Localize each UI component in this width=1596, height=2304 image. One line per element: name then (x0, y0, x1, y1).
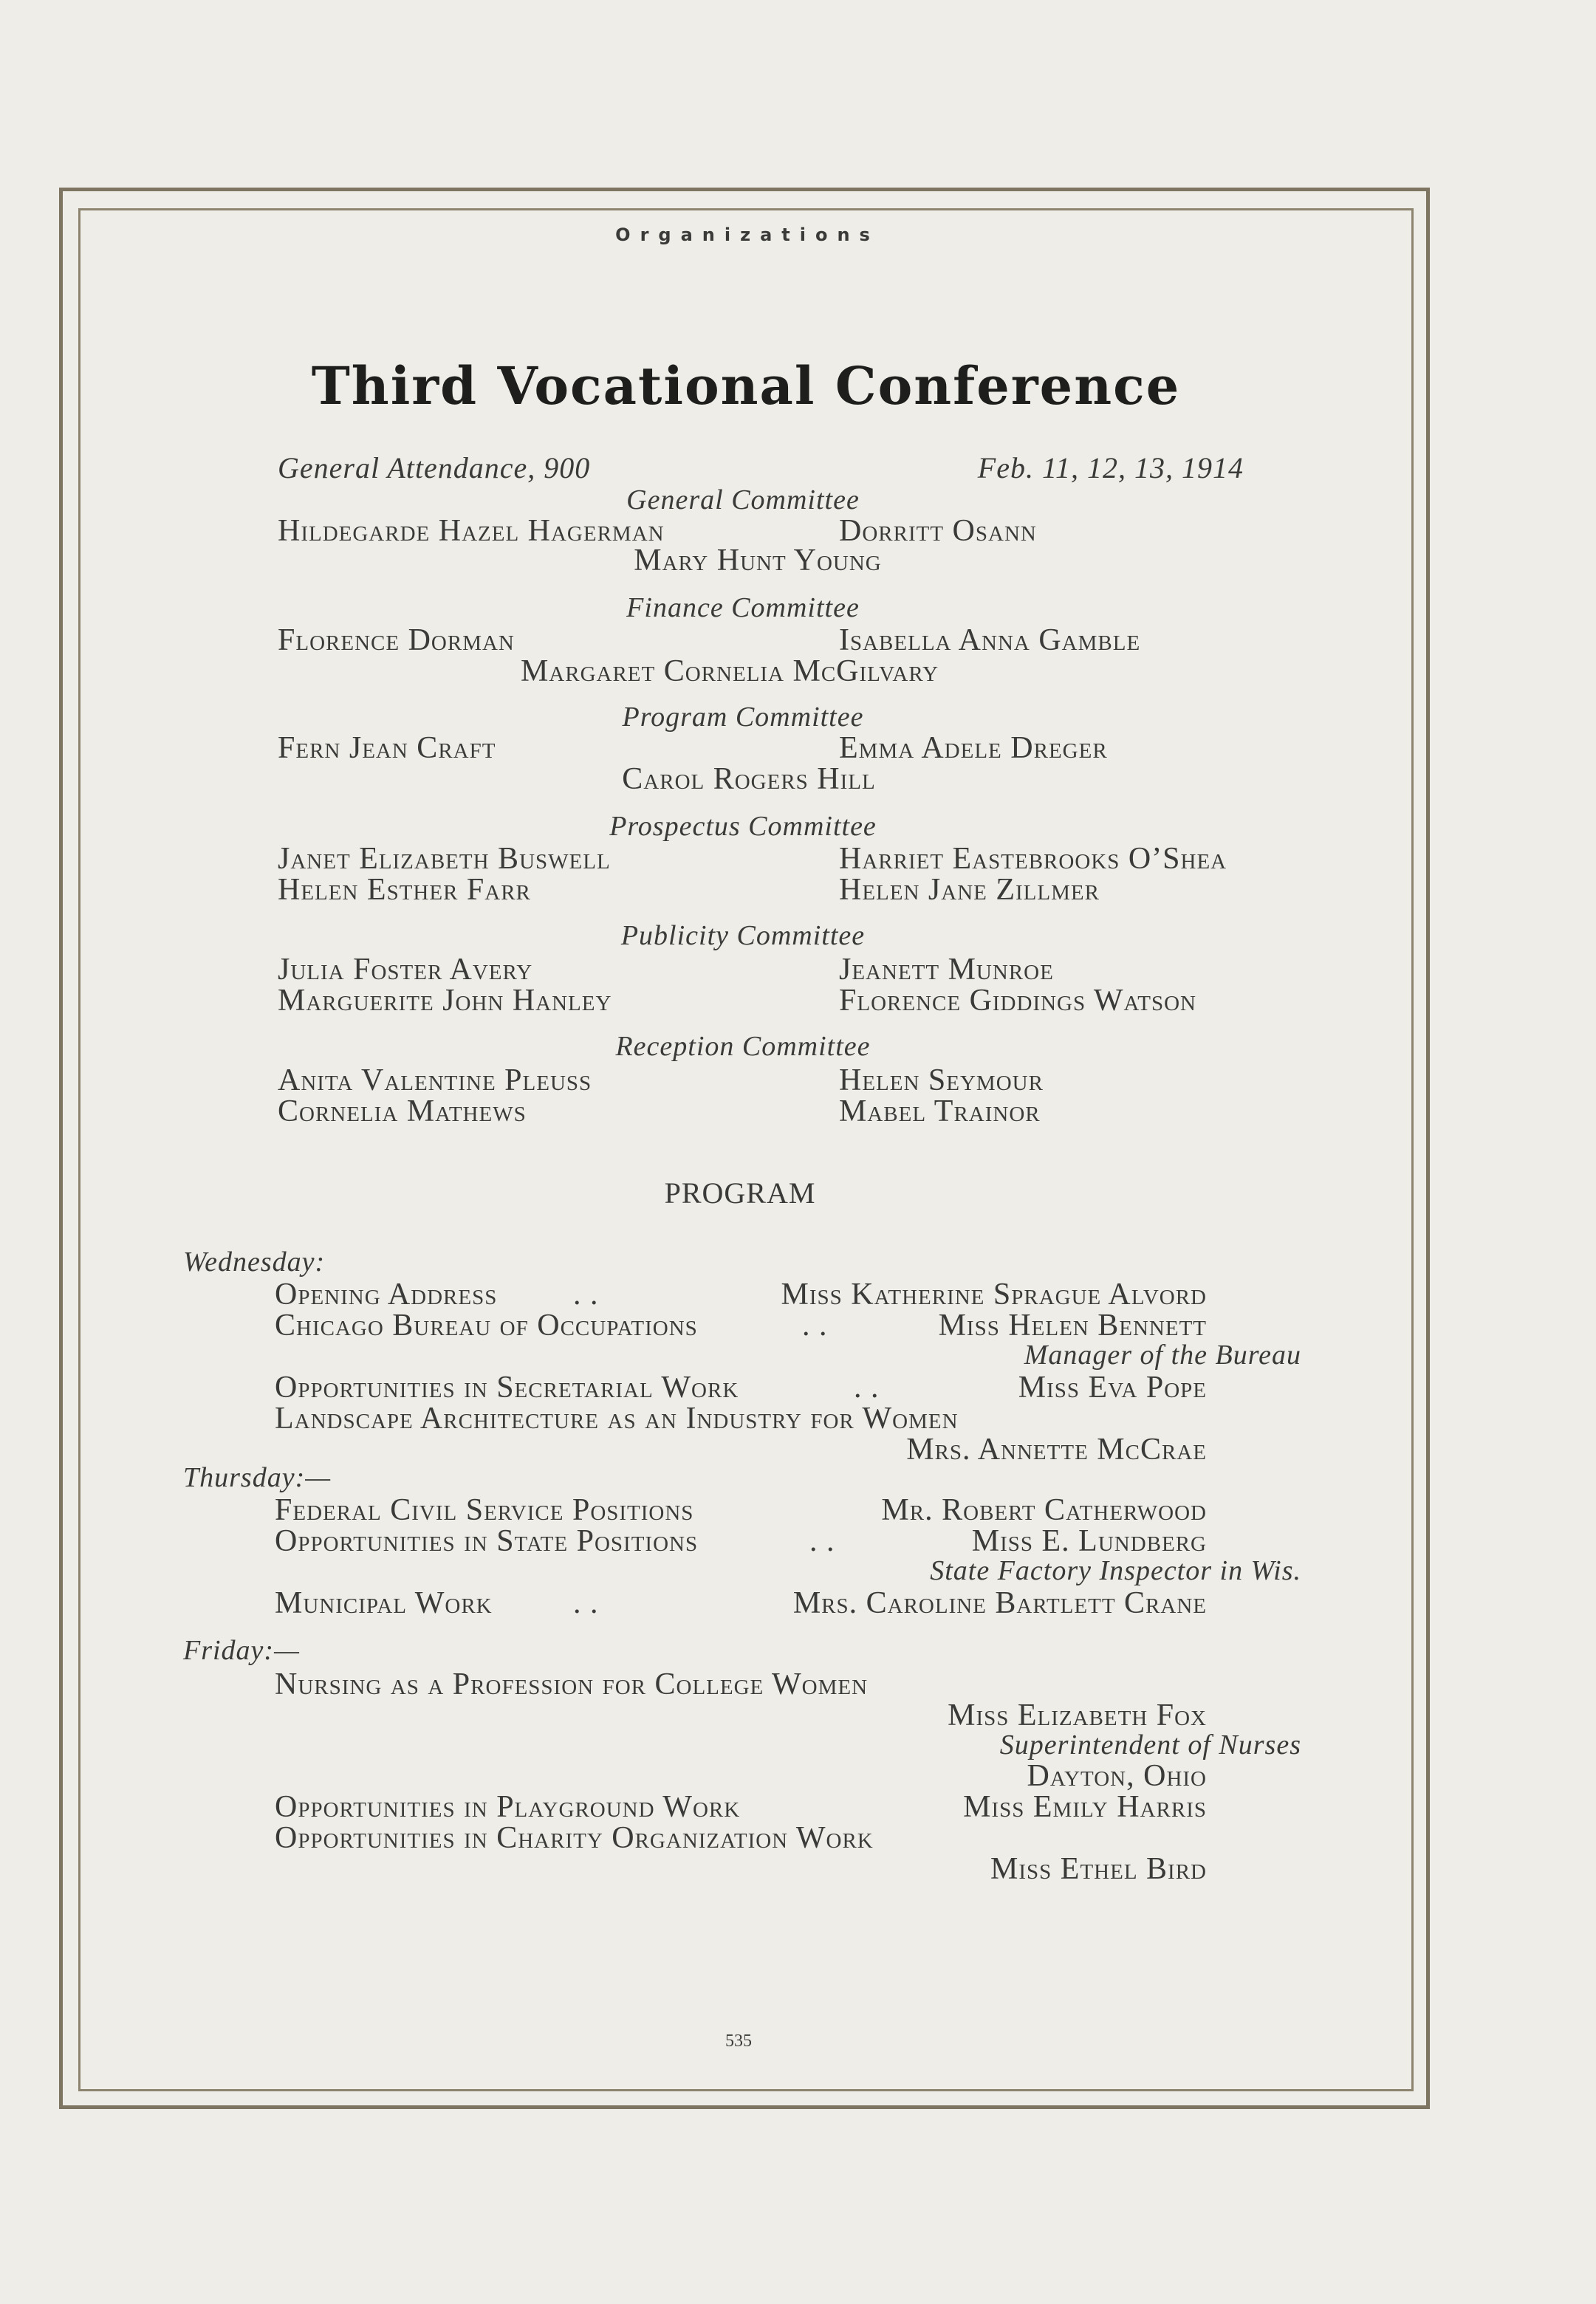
program-item: Opportunities in State Positions (275, 1524, 699, 1558)
member-name: Janet Elizabeth Buswell (278, 842, 611, 876)
member-name: Mary Hunt Young (634, 544, 882, 577)
speaker-location: Dayton, Ohio (1027, 1759, 1207, 1793)
member-name: Helen Seymour (839, 1063, 1044, 1097)
program-item: Nursing as a Profession for College Women (275, 1667, 869, 1701)
running-header: Organizations (615, 224, 880, 245)
speaker-name: Miss Emily Harris (963, 1790, 1207, 1824)
committee-heading: Prospectus Committee (609, 811, 877, 842)
dot-leader: . . (573, 1586, 599, 1620)
committee-heading: Finance Committee (626, 592, 860, 623)
committee-heading: Publicity Committee (620, 920, 866, 951)
program-item: Opportunities in Charity Organization Work (275, 1821, 874, 1855)
member-name: Emma Adele Dreger (839, 731, 1108, 765)
program-item: Opportunities in Playground Work (275, 1790, 741, 1824)
member-name: Mabel Trainor (839, 1094, 1041, 1128)
speaker-name: Miss Katherine Sprague Alvord (781, 1278, 1207, 1312)
program-heading: PROGRAM (664, 1176, 816, 1210)
dot-leader: . . (854, 1371, 880, 1405)
member-name: Carol Rogers Hill (622, 762, 876, 796)
committee-heading: Reception Committee (615, 1031, 871, 1062)
program-item: Chicago Bureau of Occupations (275, 1309, 698, 1343)
member-name: Margaret Cornelia McGilvary (520, 654, 939, 688)
speaker-name: Miss Ethel Bird (990, 1852, 1207, 1886)
member-name: Marguerite John Hanley (278, 984, 612, 1018)
day-label: Thursday:— (183, 1462, 332, 1493)
member-name: Cornelia Mathews (278, 1094, 527, 1128)
speaker-name: Miss Elizabeth Fox (948, 1698, 1207, 1732)
speaker-title: Manager of the Bureau (1024, 1340, 1301, 1371)
member-name: Helen Esther Farr (278, 873, 531, 907)
member-name: Hildegarde Hazel Hagerman (278, 514, 665, 548)
speaker-title: State Factory Inspector in Wis. (930, 1555, 1301, 1586)
program-item: Federal Civil Service Positions (275, 1493, 694, 1527)
program-item: Opening Address (275, 1278, 498, 1312)
day-label: Wednesday: (183, 1247, 326, 1278)
program-item: Municipal Work (275, 1586, 493, 1620)
speaker-title: Superintendent of Nurses (999, 1729, 1301, 1760)
member-name: Florence Giddings Watson (839, 984, 1196, 1018)
dot-leader: . . (573, 1278, 599, 1312)
page-number: 535 (725, 2032, 752, 2051)
page-title: Third Vocational Conference (311, 355, 1181, 416)
attendance: General Attendance, 900 (278, 451, 591, 484)
member-name: Julia Foster Avery (278, 953, 533, 987)
committee-heading: General Committee (626, 484, 860, 515)
member-name: Harriet Eastebrooks O’Shea (839, 842, 1227, 876)
committee-heading: Program Committee (622, 702, 864, 733)
speaker-name: Mrs. Annette McCrae (906, 1433, 1207, 1467)
speaker-name: Miss Eva Pope (1018, 1371, 1207, 1405)
program-item: Opportunities in Secretarial Work (275, 1371, 739, 1405)
dot-leader: . . (809, 1524, 835, 1558)
dates: Feb. 11, 12, 13, 1914 (977, 451, 1244, 484)
speaker-name: Mrs. Caroline Bartlett Crane (792, 1586, 1207, 1620)
member-name: Isabella Anna Gamble (839, 623, 1141, 657)
member-name: Jeanett Munroe (839, 953, 1054, 987)
speaker-name: Miss E. Lundberg (971, 1524, 1207, 1558)
dot-leader: . . (802, 1309, 828, 1343)
member-name: Helen Jane Zillmer (839, 873, 1100, 907)
speaker-name: Miss Helen Bennett (938, 1309, 1207, 1343)
day-label: Friday:— (183, 1635, 300, 1666)
program-item: Landscape Architecture as an Industry for Women (275, 1402, 959, 1436)
member-name: Florence Dorman (278, 623, 515, 657)
speaker-name: Mr. Robert Catherwood (881, 1493, 1207, 1527)
member-name: Dorritt Osann (839, 514, 1037, 548)
member-name: Fern Jean Craft (278, 731, 496, 765)
member-name: Anita Valentine Pleuss (278, 1063, 592, 1097)
